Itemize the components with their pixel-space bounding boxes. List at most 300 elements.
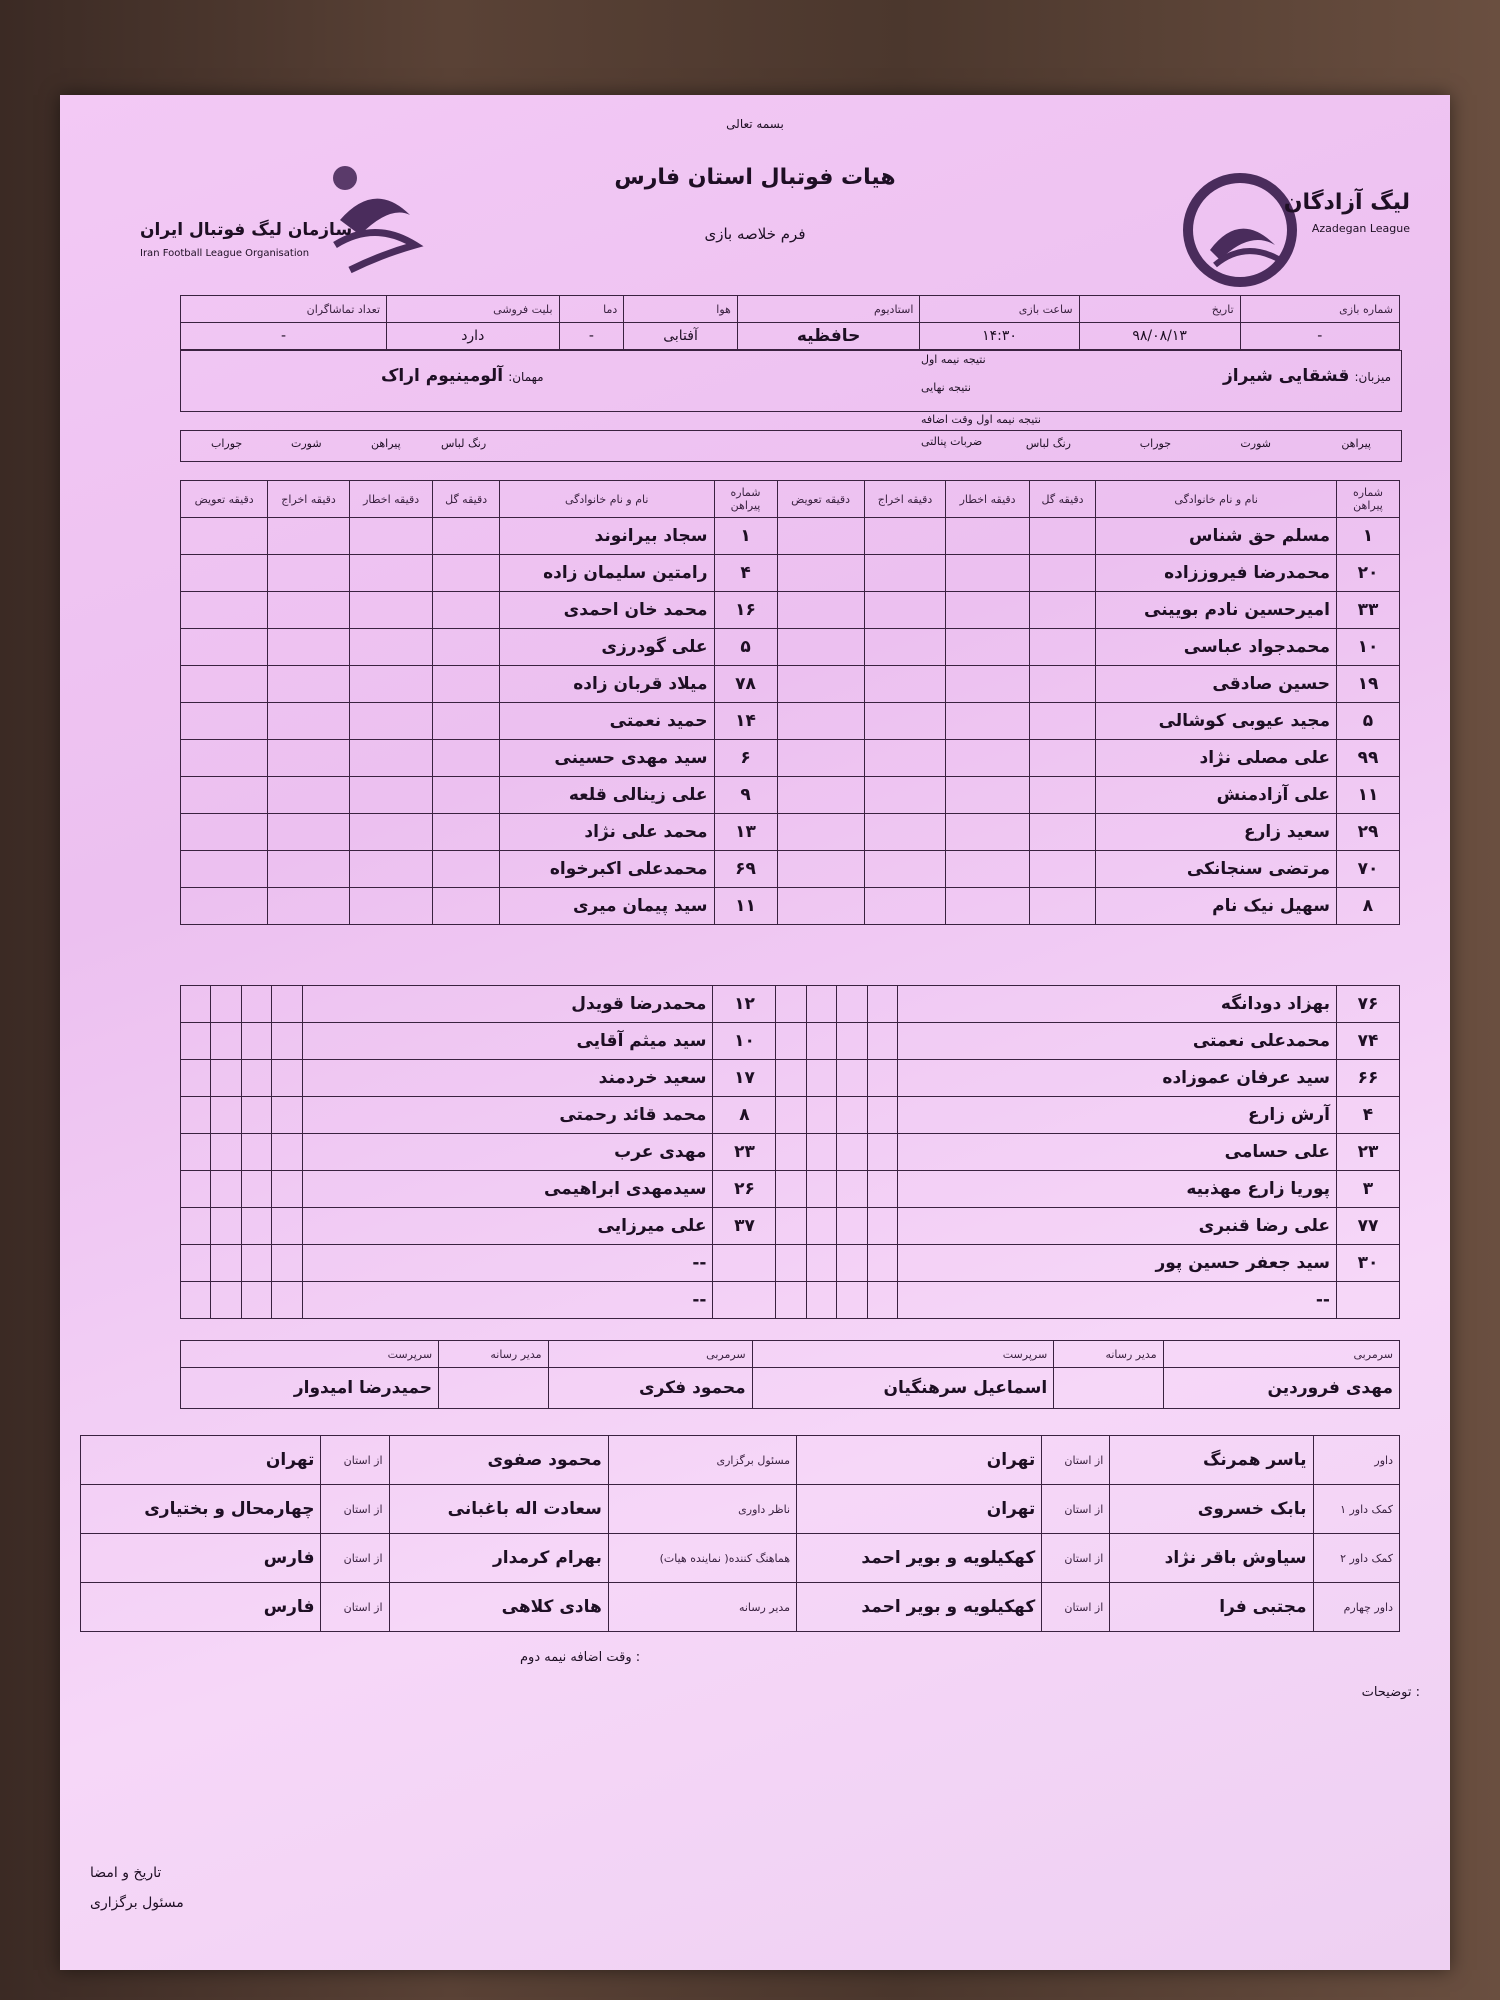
label-weather: هوا: [624, 296, 738, 323]
official-role-2: هماهنگ کننده( نماینده هیات): [608, 1534, 796, 1583]
guest-minute-cell: [241, 1023, 271, 1060]
home-minute-cell: [776, 1060, 806, 1097]
home-minute-cell: [946, 814, 1029, 851]
home-minute-cell: [837, 1208, 867, 1245]
guest-player-name: میلاد قربان زاده: [499, 666, 714, 703]
guest-minute-cell: [211, 1171, 241, 1208]
home-player-name: علی آزادمنش: [1096, 777, 1337, 814]
guest-minute-cell: [181, 1171, 211, 1208]
official-role-2: مدیر رسانه: [608, 1583, 796, 1632]
home-player-name: --: [898, 1282, 1337, 1319]
guest-minute-cell: [349, 740, 432, 777]
guest-media: [439, 1368, 548, 1409]
home-player-number: ۳۰: [1337, 1245, 1400, 1282]
official-from-2: از استان: [321, 1534, 389, 1583]
home-player-number: ۷۰: [1337, 851, 1400, 888]
home-minute-cell: [946, 518, 1029, 555]
home-minute-cell: [867, 1208, 897, 1245]
guest-minute-cell: [241, 1282, 271, 1319]
official-row: [81, 1534, 1400, 1583]
home-minute-cell: [864, 888, 946, 925]
home-minute-cell: [864, 666, 946, 703]
home-minute-cell: [806, 986, 836, 1023]
guest-minute-cell: [433, 703, 500, 740]
guest-kit-shorts: شورت: [291, 437, 322, 450]
value-temp: -: [559, 323, 624, 350]
official-province: کهکیلویه و بویر احمد: [797, 1583, 1042, 1632]
home-player-name: مرتضی سنجانکی: [1096, 851, 1337, 888]
guest-player-name: سید میثم آقایی: [302, 1023, 713, 1060]
guest-player-number: ۵: [714, 629, 777, 666]
home-minute-cell: [1029, 518, 1096, 555]
guest-minute-cell: [433, 666, 500, 703]
table-row: [181, 777, 1400, 814]
extra-time-label: وقت اضافه نیمه دوم :: [520, 1650, 641, 1665]
value-spectators: -: [181, 323, 387, 350]
guest-col-sub: دقیقه تعویض: [181, 481, 268, 518]
home-minute-cell: [946, 592, 1029, 629]
official-row: [81, 1436, 1400, 1485]
home-kit-color: رنگ لباس: [1025, 437, 1071, 450]
official-row: [81, 1485, 1400, 1534]
guest-player-name: --: [302, 1282, 713, 1319]
guest-coach: محمود فکری: [548, 1368, 752, 1409]
guest-minute-cell: [181, 814, 268, 851]
official-role: داور: [1313, 1436, 1400, 1485]
home-player-name: سید عرفان عموزاده: [898, 1060, 1337, 1097]
home-minute-cell: [806, 1060, 836, 1097]
guest-minute-cell: [349, 555, 432, 592]
home-minute-cell: [946, 703, 1029, 740]
guest-minute-cell: [211, 1097, 241, 1134]
home-minute-cell: [1029, 592, 1096, 629]
guest-supervisor: حمیدرضا امیدوار: [181, 1368, 439, 1409]
home-minute-cell: [776, 1245, 806, 1282]
home-minute-cell: [864, 629, 946, 666]
guest-minute-cell: [268, 518, 350, 555]
home-minute-cell: [1029, 777, 1096, 814]
value-date: ۹۸/۰۸/۱۳: [1079, 323, 1240, 350]
home-minute-cell: [837, 986, 867, 1023]
official-name-2: محمود صفوی: [389, 1436, 608, 1485]
official-province-2: فارس: [81, 1534, 321, 1583]
guest-minute-cell: [181, 555, 268, 592]
home-minute-cell: [1029, 629, 1096, 666]
official-province-2: چهارمحال و بختیاری: [81, 1485, 321, 1534]
table-row: [181, 1023, 1400, 1060]
home-minute-cell: [867, 1134, 897, 1171]
table-row: [181, 555, 1400, 592]
home-minute-cell: [837, 1245, 867, 1282]
home-player-number: ۳۳: [1337, 592, 1400, 629]
home-minute-cell: [777, 518, 864, 555]
guest-minute-cell: [241, 1134, 271, 1171]
table-row: [181, 1171, 1400, 1208]
guest-minute-cell: [272, 1097, 302, 1134]
home-minute-cell: [1029, 703, 1096, 740]
home-player-name: بهزاد دودانگه: [898, 986, 1337, 1023]
guest-player-number: ۱: [714, 518, 777, 555]
home-minute-cell: [864, 555, 946, 592]
guest-minute-cell: [349, 703, 432, 740]
azadegan-league-logo: [1180, 150, 1410, 300]
home-kit-socks: جوراب: [1139, 437, 1171, 450]
table-row: [181, 518, 1400, 555]
home-player-name: مسلم حق شناس: [1096, 518, 1337, 555]
home-coach: مهدی فروردین: [1163, 1368, 1399, 1409]
table-row: [181, 629, 1400, 666]
guest-minute-cell: [272, 1023, 302, 1060]
guest-minute-cell: [268, 555, 350, 592]
guest-player-name: سید پیمان میری: [499, 888, 714, 925]
guest-minute-cell: [181, 1245, 211, 1282]
staff-table: [180, 1340, 1400, 1409]
home-player-number: ۱: [1337, 518, 1400, 555]
guest-minute-cell: [349, 888, 432, 925]
guest-kit-shirt: پیراهن: [371, 437, 401, 450]
value-tickets: دارد: [387, 323, 560, 350]
guest-player-number: ۸: [713, 1097, 776, 1134]
official-name-2: بهرام کرمدار: [389, 1534, 608, 1583]
home-kit-shirt: پیراهن: [1341, 437, 1371, 450]
guest-player-number: ۱۱: [714, 888, 777, 925]
guest-minute-cell: [181, 666, 268, 703]
starters-table: [180, 480, 1400, 925]
home-minute-cell: [837, 1282, 867, 1319]
table-row: [181, 1245, 1400, 1282]
guest-minute-cell: [241, 986, 271, 1023]
value-match-no: -: [1240, 323, 1399, 350]
home-player-name: محمدعلی نعمتی: [898, 1023, 1337, 1060]
guest-minute-cell: [272, 1208, 302, 1245]
home-minute-cell: [806, 1282, 836, 1319]
guest-minute-cell: [241, 1208, 271, 1245]
home-minute-cell: [1029, 666, 1096, 703]
home-team-line: [1223, 366, 1391, 386]
home-player-number: ۲۳: [1337, 1134, 1400, 1171]
guest-player-number: [713, 1245, 776, 1282]
guest-player-number: ۱۰: [713, 1023, 776, 1060]
home-minute-cell: [946, 777, 1029, 814]
guest-minute-cell: [181, 592, 268, 629]
home-player-name: سید جعفر حسین پور: [898, 1245, 1337, 1282]
label-tickets: بلیت فروشی: [387, 296, 560, 323]
guest-minute-cell: [181, 1134, 211, 1171]
home-minute-cell: [867, 1282, 897, 1319]
guest-minute-cell: [241, 1171, 271, 1208]
kit-row: [180, 430, 1402, 462]
home-minute-cell: [777, 814, 864, 851]
home-media: [1054, 1368, 1163, 1409]
official-name-2: هادی کلاهی: [389, 1583, 608, 1632]
guest-minute-cell: [211, 1245, 241, 1282]
home-minute-cell: [777, 666, 864, 703]
guest-minute-cell: [268, 814, 350, 851]
home-minute-cell: [1029, 851, 1096, 888]
guest-player-name: علی میرزایی: [302, 1208, 713, 1245]
home-minute-cell: [864, 592, 946, 629]
table-row: [181, 703, 1400, 740]
guest-player-name: سید مهدی حسینی: [499, 740, 714, 777]
guest-player-number: ۷۸: [714, 666, 777, 703]
guest-minute-cell: [268, 703, 350, 740]
guest-col-goal: دقیقه گل: [433, 481, 500, 518]
guest-minute-cell: [433, 592, 500, 629]
home-player-name: سهیل نیک نام: [1096, 888, 1337, 925]
home-minute-cell: [946, 555, 1029, 592]
guest-player-number: ۲۳: [713, 1134, 776, 1171]
official-from-2: از استان: [321, 1436, 389, 1485]
guest-minute-cell: [272, 1282, 302, 1319]
home-minute-cell: [867, 1171, 897, 1208]
home-minute-cell: [777, 777, 864, 814]
home-minute-cell: [806, 1134, 836, 1171]
official-name: یاسر همرنگ: [1110, 1436, 1313, 1485]
guest-kit-color: رنگ لباس: [441, 437, 487, 450]
home-minute-cell: [867, 1245, 897, 1282]
home-minute-cell: [946, 666, 1029, 703]
iflo-en: Iran Football League Organisation: [140, 248, 310, 259]
guest-minute-cell: [181, 629, 268, 666]
guest-player-number: ۱۲: [713, 986, 776, 1023]
notes-label: توضیحات :: [1361, 1685, 1420, 1700]
guest-minute-cell: [181, 851, 268, 888]
home-minute-cell: [776, 986, 806, 1023]
official-province-2: تهران: [81, 1436, 321, 1485]
guest-minute-cell: [211, 1208, 241, 1245]
guest-minute-cell: [268, 592, 350, 629]
official-from: از استان: [1042, 1583, 1110, 1632]
guest-player-number: ۶۹: [714, 851, 777, 888]
home-player-name: حسین صادقی: [1096, 666, 1337, 703]
guest-minute-cell: [181, 518, 268, 555]
official-row: [81, 1583, 1400, 1632]
home-player-number: ۱۹: [1337, 666, 1400, 703]
home-player-name: علی رضا قنبری: [898, 1208, 1337, 1245]
guest-minute-cell: [349, 629, 432, 666]
guest-kit-socks: جوراب: [211, 437, 243, 450]
home-minute-cell: [776, 1171, 806, 1208]
guest-player-name: محمد علی نژاد: [499, 814, 714, 851]
table-row: [181, 1134, 1400, 1171]
date-sign-label: تاریخ و امضا: [90, 1865, 162, 1881]
home-minute-cell: [837, 1171, 867, 1208]
label-time: ساعت بازی: [920, 296, 1079, 323]
table-row: [181, 740, 1400, 777]
guest-minute-cell: [272, 1245, 302, 1282]
guest-player-name: محمدعلی اکبرخواه: [499, 851, 714, 888]
table-row: [181, 986, 1400, 1023]
value-time: ۱۴:۳۰: [920, 323, 1079, 350]
guest-player-number: ۱۶: [714, 592, 777, 629]
official-role-2: مسئول برگزاری: [608, 1436, 796, 1485]
home-col-no: شماره پیراهن: [1337, 481, 1400, 518]
guest-player-name: محمد خان احمدی: [499, 592, 714, 629]
home-player-number: ۲۰: [1337, 555, 1400, 592]
penalty-label: ضربات پنالتی: [921, 435, 983, 448]
guest-minute-cell: [349, 592, 432, 629]
official-from: از استان: [1042, 1534, 1110, 1583]
home-minute-cell: [867, 1023, 897, 1060]
guest-player-name: --: [302, 1245, 713, 1282]
home-player-number: ۸: [1337, 888, 1400, 925]
guest-minute-cell: [349, 666, 432, 703]
guest-minute-cell: [268, 888, 350, 925]
officials-table: [80, 1435, 1400, 1632]
official-province: تهران: [797, 1436, 1042, 1485]
home-team-name: قشقایی شیراز: [1222, 366, 1350, 386]
guest-minute-cell: [433, 555, 500, 592]
home-player-name: امیرحسین نادم بویینی: [1096, 592, 1337, 629]
label-temp: دما: [559, 296, 624, 323]
guest-minute-cell: [349, 777, 432, 814]
final-result-label: نتیجه نهایی: [921, 381, 971, 394]
home-minute-cell: [867, 1060, 897, 1097]
guest-minute-cell: [268, 666, 350, 703]
label-stadium: استادیوم: [737, 296, 920, 323]
official-name: بابک خسروی: [1110, 1485, 1313, 1534]
home-minute-cell: [806, 1245, 836, 1282]
official-name: سیاوش باقر نژاد: [1110, 1534, 1313, 1583]
official-role-2: ناظر داوری: [608, 1485, 796, 1534]
guest-minute-cell: [181, 1208, 211, 1245]
home-minute-cell: [1029, 814, 1096, 851]
table-row: [181, 1060, 1400, 1097]
value-weather: آفتابی: [624, 323, 738, 350]
home-minute-cell: [867, 1097, 897, 1134]
home-kit-shorts: شورت: [1240, 437, 1271, 450]
guest-player-number: ۳۷: [713, 1208, 776, 1245]
guest-player-number: ۹: [714, 777, 777, 814]
official-label: مسئول برگزاری: [90, 1895, 184, 1911]
guest-minute-cell: [272, 986, 302, 1023]
guest-label: مهمان:: [508, 370, 544, 384]
guest-team-line: [381, 366, 544, 386]
guest-supervisor-label: سرپرست: [181, 1341, 439, 1368]
home-minute-cell: [806, 1208, 836, 1245]
guest-minute-cell: [181, 986, 211, 1023]
home-minute-cell: [864, 740, 946, 777]
home-minute-cell: [776, 1134, 806, 1171]
home-minute-cell: [777, 629, 864, 666]
guest-minute-cell: [433, 777, 500, 814]
home-player-number: ۵: [1337, 703, 1400, 740]
table-row: [181, 666, 1400, 703]
home-minute-cell: [806, 1023, 836, 1060]
guest-minute-cell: [211, 1060, 241, 1097]
home-minute-cell: [1029, 740, 1096, 777]
guest-minute-cell: [268, 851, 350, 888]
home-label: میزبان:: [1354, 370, 1391, 384]
guest-player-name: محمدرضا قویدل: [302, 986, 713, 1023]
home-media-label: مدیر رسانه: [1054, 1341, 1163, 1368]
official-province-2: فارس: [81, 1583, 321, 1632]
iflo-fa: سازمان لیگ فوتبال ایران: [140, 220, 353, 240]
home-minute-cell: [806, 1171, 836, 1208]
iflo-logo: [140, 160, 500, 310]
home-coach-label: سرمربی: [1163, 1341, 1399, 1368]
home-minute-cell: [777, 555, 864, 592]
guest-player-number: ۱۳: [714, 814, 777, 851]
guest-minute-cell: [268, 777, 350, 814]
official-province: کهکیلویه و بویر احمد: [797, 1534, 1042, 1583]
home-player-number: ۷۴: [1337, 1023, 1400, 1060]
home-col-goal: دقیقه گل: [1029, 481, 1096, 518]
form-subtitle: فرم خلاصه بازی: [704, 225, 806, 243]
table-row: [181, 814, 1400, 851]
official-name: مجتبی فرا: [1110, 1583, 1313, 1632]
guest-minute-cell: [181, 1097, 211, 1134]
label-match-no: شماره بازی: [1240, 296, 1399, 323]
guest-player-number: ۶: [714, 740, 777, 777]
match-report-sheet: [60, 95, 1450, 1970]
home-col-red: دقیقه اخراج: [864, 481, 946, 518]
home-player-number: ۲۹: [1337, 814, 1400, 851]
home-player-number: ۶۶: [1337, 1060, 1400, 1097]
guest-minute-cell: [272, 1060, 302, 1097]
home-minute-cell: [837, 1134, 867, 1171]
guest-minute-cell: [181, 1023, 211, 1060]
official-province: تهران: [797, 1485, 1042, 1534]
home-col-sub: دقیقه تعویض: [777, 481, 864, 518]
home-minute-cell: [946, 740, 1029, 777]
home-col-yellow: دقیقه اخطار: [946, 481, 1029, 518]
official-role: کمک داور ۲: [1313, 1534, 1400, 1583]
guest-minute-cell: [181, 777, 268, 814]
home-minute-cell: [946, 888, 1029, 925]
official-from: از استان: [1042, 1485, 1110, 1534]
guest-minute-cell: [433, 814, 500, 851]
subs-table: [180, 985, 1400, 1319]
guest-col-name: نام و نام خانوادگی: [499, 481, 714, 518]
guest-minute-cell: [433, 851, 500, 888]
home-player-number: ۱۱: [1337, 777, 1400, 814]
home-minute-cell: [837, 1060, 867, 1097]
guest-player-name: سجاد بیرانوند: [499, 518, 714, 555]
guest-player-name: سعید خردمند: [302, 1060, 713, 1097]
guest-minute-cell: [181, 888, 268, 925]
home-minute-cell: [864, 814, 946, 851]
home-minute-cell: [777, 888, 864, 925]
home-player-number: ۳: [1337, 1171, 1400, 1208]
home-col-name: نام و نام خانوادگی: [1096, 481, 1337, 518]
form-title: هیات فوتبال استان فارس: [614, 165, 896, 190]
home-player-number: [1337, 1282, 1400, 1319]
guest-team-name: آلومینیوم اراک: [381, 366, 504, 386]
home-player-name: علی حسامی: [898, 1134, 1337, 1171]
official-from: از استان: [1042, 1436, 1110, 1485]
home-player-name: آرش زارع: [898, 1097, 1337, 1134]
home-player-number: ۷۷: [1337, 1208, 1400, 1245]
home-minute-cell: [776, 1023, 806, 1060]
official-from-2: از استان: [321, 1583, 389, 1632]
home-player-name: پوریا زارع مهذبیه: [898, 1171, 1337, 1208]
official-from-2: از استان: [321, 1485, 389, 1534]
guest-minute-cell: [349, 518, 432, 555]
home-minute-cell: [837, 1097, 867, 1134]
guest-minute-cell: [211, 1134, 241, 1171]
guest-player-number: ۱۴: [714, 703, 777, 740]
label-spectators: تعداد تماشاگران: [181, 296, 387, 323]
home-minute-cell: [776, 1282, 806, 1319]
home-minute-cell: [806, 1097, 836, 1134]
home-player-number: ۴: [1337, 1097, 1400, 1134]
guest-col-no: شماره پیراهن: [714, 481, 777, 518]
guest-player-name: محمد قائد رحمتی: [302, 1097, 713, 1134]
guest-col-red: دقیقه اخراج: [268, 481, 350, 518]
home-player-name: مجید عیوبی کوشالی: [1096, 703, 1337, 740]
home-minute-cell: [946, 851, 1029, 888]
